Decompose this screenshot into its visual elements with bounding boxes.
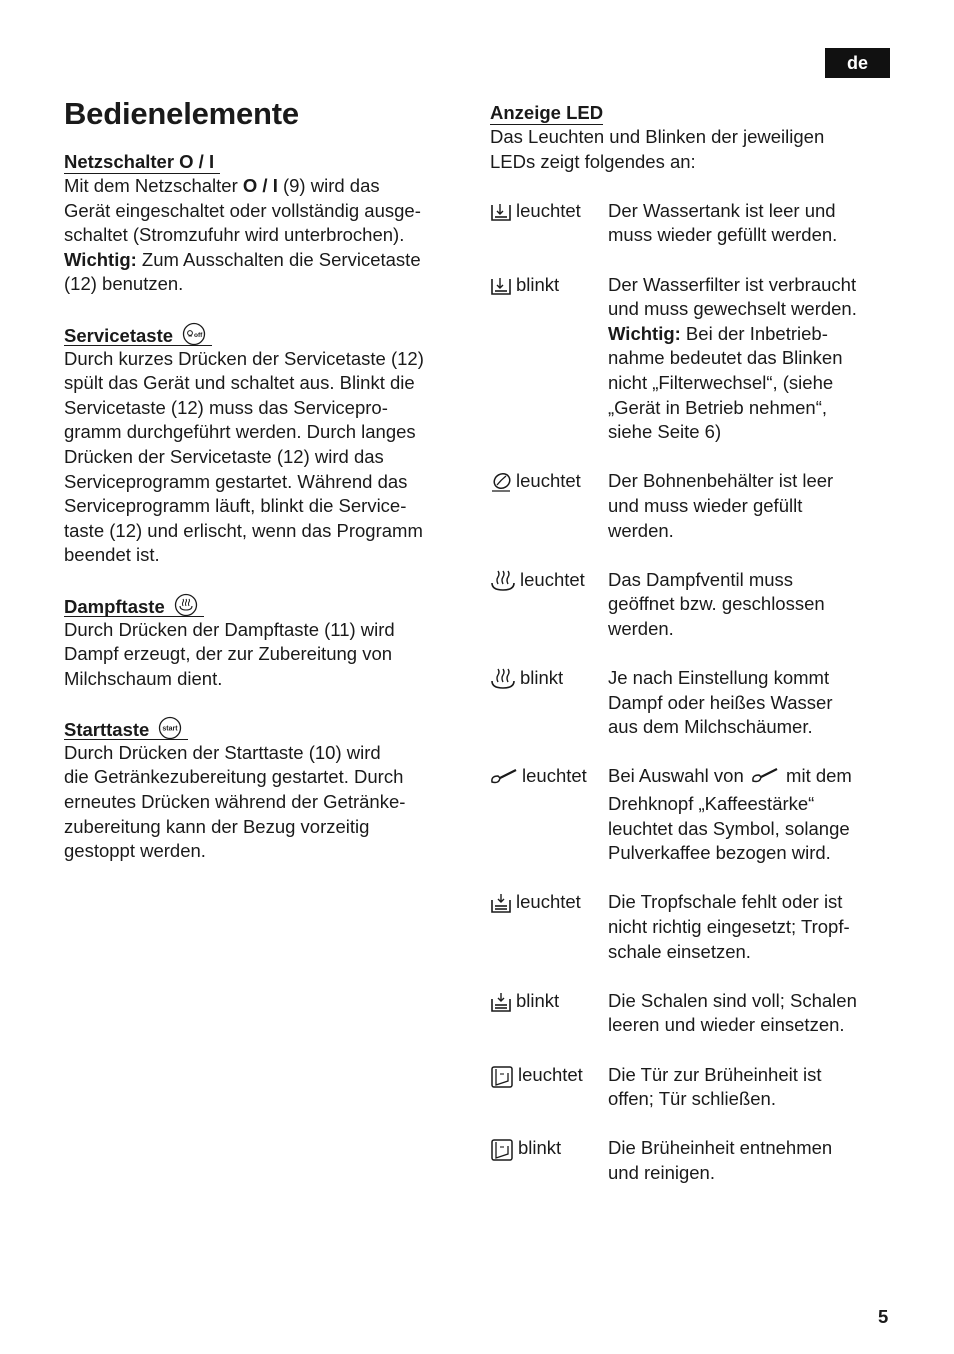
- led-state: blinkt: [520, 667, 564, 689]
- led-description: Das Dampfventil muss geöffnet bzw. geschlossen werden.: [608, 568, 825, 639]
- servicetaste-text: Durch kurzes Drücken der Servicetaste (12) spült das Gerät und schaltet aus. Blinkt die Servicetaste (12) muss das Servicepro- gramm durchgeführt werden. Durch langes Drücken der Servicetaste (12) wird das Serviceprogramm gestartet. Während das Serviceprogramm läuft, blinkt die Service- taste (12) und erlischt, wenn das Programm beendet ist.: [64, 347, 424, 566]
- starttaste-text: Durch Drücken der Starttaste (10) wird die Getränkezubereitung gestartet. Durch erneutes Drücken während der Getränke- zubereitung kann der Bezug vorzeitig gestoppt werden.: [64, 741, 406, 862]
- section-netzschalter: [64, 150, 468, 297]
- ground-coffee-spoon-icon: [751, 765, 779, 792]
- language-tab: de: [825, 48, 890, 78]
- led-label: [490, 273, 608, 445]
- led-description: Je nach Einstellung kommt Dampf oder heißes Wasser aus dem Milchschäumer.: [608, 667, 833, 738]
- svg-text:off: off: [194, 331, 203, 339]
- led-description: Der Wassertank ist leer und muss wieder gefüllt werden.: [608, 199, 838, 246]
- led-state: leuchtet: [522, 765, 587, 787]
- anzeige-led-intro: Das Leuchten und Blinken der jeweiligen LEDs zeigt folgendes an:: [490, 126, 825, 172]
- section-servicetaste: [64, 322, 468, 568]
- led-state: blinkt: [518, 1137, 562, 1159]
- led-row: [490, 666, 910, 740]
- led-row: [490, 890, 910, 964]
- led-description: Die Tür zur Brüheinheit ist offen; Tür schließen.: [608, 1063, 822, 1110]
- start-icon-label: start: [162, 725, 179, 733]
- led-label: [490, 568, 608, 642]
- led-state: leuchtet: [520, 568, 585, 590]
- servicetaste-heading: Servicetaste off: [64, 322, 212, 346]
- page-number: 5: [878, 1306, 889, 1327]
- led-row: [490, 989, 910, 1038]
- steam-icon: [490, 666, 520, 690]
- led-row: [490, 1063, 910, 1112]
- led-row: [490, 764, 910, 865]
- led-label: [490, 764, 608, 865]
- dampftaste-text: Durch Drücken der Dampftaste (11) wird Dampf erzeugt, der zur Zubereitung von Milchschaum dient.: [64, 618, 395, 689]
- led-description: Der Wasserfilter ist verbraucht und muss gewechselt werden. Wichtig: Bei der Inbetrieb- nahme bedeutet das Blinken nicht „Filterwechsel“, (siehe „Gerät in Betrieb nehmen“, siehe Seite 6): [608, 273, 857, 443]
- dampftaste-heading: Dampftaste: [64, 593, 204, 617]
- led-state: blinkt: [516, 989, 560, 1011]
- led-state: blinkt: [516, 273, 560, 295]
- led-description: Bei Auswahl von mit dem Drehknopf „Kaffeestärke“ leuchtet das Symbol, solange Pulverkaffee bezogen wird.: [608, 765, 852, 864]
- left-column: [64, 150, 468, 888]
- led-row: [490, 469, 910, 543]
- led-label: [490, 199, 608, 248]
- led-description: Die Schalen sind voll; Schalen leeren und wieder einsetzen.: [608, 989, 857, 1036]
- led-description: Der Bohnenbehälter ist leer und muss wieder gefüllt werden.: [608, 470, 834, 541]
- section-starttaste: [64, 716, 468, 864]
- led-description: Die Tropfschale fehlt oder ist nicht richtig eingesetzt; Tropf- schale einsetzen.: [608, 891, 850, 962]
- led-label: [490, 1136, 608, 1185]
- page-title: Bedienelemente: [64, 96, 299, 131]
- drip-tray-icon: [490, 890, 516, 914]
- led-row: [490, 1136, 910, 1185]
- water-tank-icon: [490, 273, 516, 297]
- led-description: Die Brüheinheit entnehmen und reinigen.: [608, 1137, 833, 1183]
- brewing-unit-door-icon: [490, 1136, 518, 1162]
- led-row: [490, 568, 910, 642]
- netzschalter-heading: Netzschalter O / I: [64, 150, 220, 174]
- starttaste-heading: Starttaste start: [64, 716, 188, 740]
- led-state: leuchtet: [516, 470, 581, 492]
- led-label: [490, 469, 608, 543]
- section-dampftaste: [64, 593, 468, 692]
- led-state: leuchtet: [516, 199, 581, 221]
- brewing-unit-door-icon: [490, 1063, 518, 1089]
- ground-coffee-spoon-icon: [490, 764, 522, 786]
- anzeige-led-heading: Anzeige LED: [490, 102, 604, 123]
- led-state: leuchtet: [516, 891, 581, 913]
- led-label: [490, 1063, 608, 1112]
- drip-tray-icon: [490, 989, 516, 1013]
- led-label: [490, 666, 608, 740]
- led-row: [490, 199, 910, 248]
- bean-container-icon: [490, 469, 516, 493]
- led-row: [490, 273, 910, 445]
- right-column: [490, 101, 910, 1210]
- steam-icon: [490, 568, 520, 592]
- water-tank-icon: [490, 199, 516, 223]
- led-state: leuchtet: [518, 1063, 583, 1085]
- led-label: [490, 989, 608, 1038]
- led-list: [490, 199, 910, 1186]
- netzschalter-text: Mit dem Netzschalter O / I (9) wird das Gerät eingeschaltet oder vollständig ausge- schaltet (Stromzufuhr wird unterbrochen). Wichtig: Zum Ausschalten die Servicetaste (12) benutzen.: [64, 175, 421, 295]
- led-label: [490, 890, 608, 964]
